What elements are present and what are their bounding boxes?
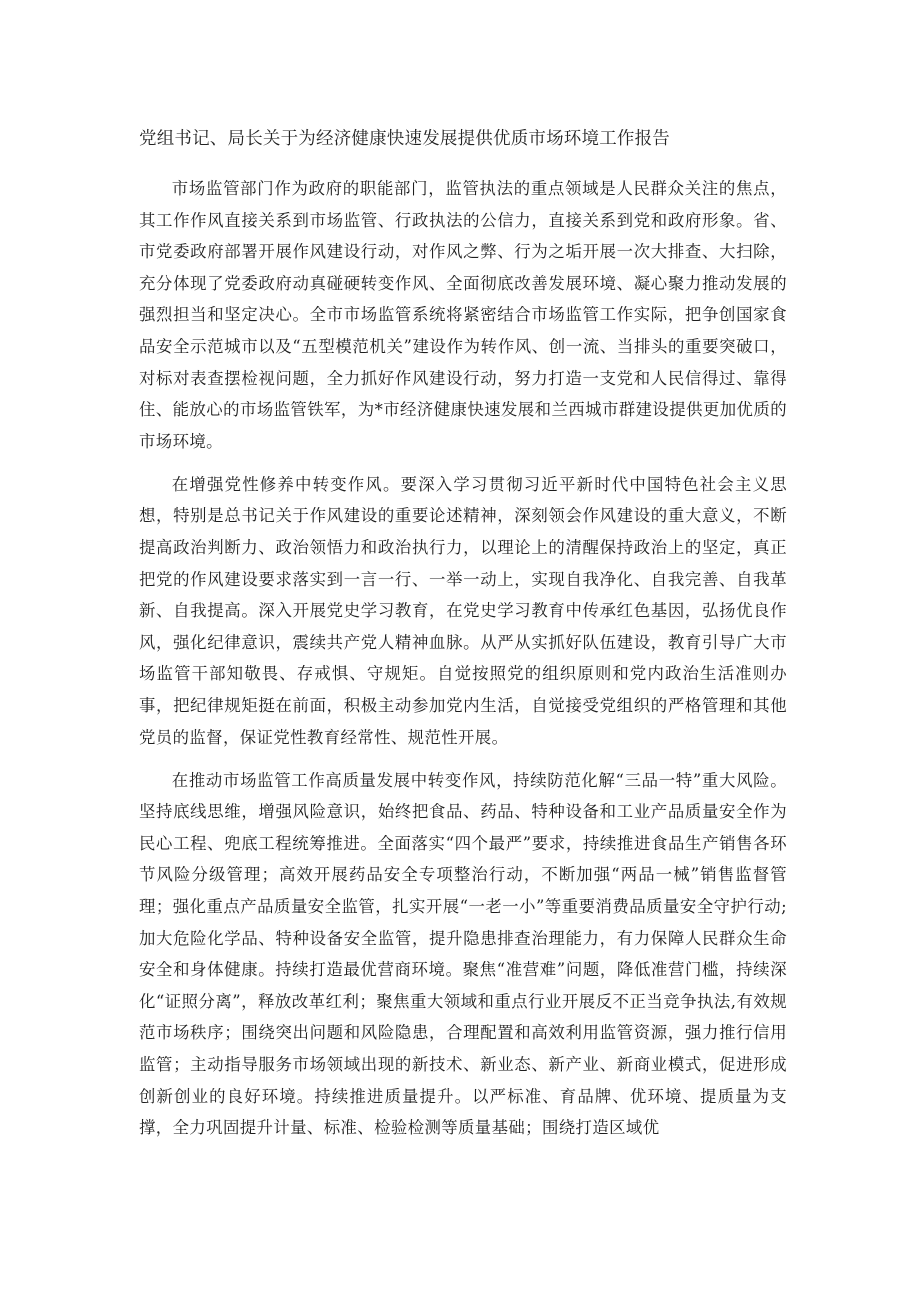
document-body <box>139 173 787 1155</box>
paragraph-2: 在增强党性修养中转变作风。要深入学习贯彻习近平新时代中国特色社会主义思想，特别是总书记关于作风建设的重要论述精神，深刻领会作风建设的重大意义，不断提高政治判断力、政治领悟力和政治执行力，以理论上的清醒保持政治上的坚定，真正把党的作风建设要求落实到一言一行、一举一动上，实现自我净化、自我完善、自我革新、自我提高。深入开展党史学习教育，在党史学习教育中传承红色基因，弘扬优良作风，强化纪律意识，震续共产党人精神血脉。从严从实抓好队伍建设，教育引导广大市场监管干部知敬畏、存戒惧、守规矩。自觉按照党的组织原则和党内政治生活准则办事，把纪律规矩挺在前面，积极主动参加党内生活，自觉接受党组织的严格管理和其他党员的监督，保证党性教育经常性、规范性开展。 <box>139 474 787 747</box>
paragraph-3: 在推动市场监管工作高质量发展中转变作风，持续防范化解“三品一特”重大风险。坚持底线思维，增强风险意识，始终把食品、药品、特种设备和工业产品质量安全作为民心工程、兜底工程统筹推进。全面落实“四个最严”要求，持续推进食品生产销售各环节风险分级管理；高效开展药品安全专项整治行动，不断加强“两品一械”销售监督管理；强化重点产品质量安全监管，扎实开展“一老一小”等重要消费品质量安全守护行动;加大危险化学品、特种设备安全监管，提升隐患排查治理能力，有力保障人民群众生命安全和身体健康。持续打造最优营商环境。聚焦“准营难”问题，降低准营门槛，持续深化“证照分离”，释放改革红利；聚焦重大领域和重点行业开展反不正当竞争执法,有效规范市场秩序；围绕突出问题和风险隐患，合理配置和高效利用监管资源，强力推行信用监管；主动指导服务市场领域出现的新技术、新业态、新产业、新商业模式，促进形成创新创业的良好环境。持续推进质量提升。以严标准、育品牌、优环境、提质量为支撑，全力巩固提升计量、标准、检验检测等质量基础；围绕打造区域优 <box>139 770 787 1138</box>
paragraph-1: 市场监管部门作为政府的职能部门，监管执法的重点领域是人民群众关注的焦点，其工作作风直接关系到市场监管、行政执法的公信力，直接关系到党和政府形象。省、市党委政府部署开展作风建设行动，对作风之弊、行为之垢开展一次大排查、大扫除，充分体现了党委政府动真碰硬转变作风、全面彻底改善发展环境、凝心聚力推动发展的强烈担当和坚定决心。全市市场监管系统将紧密结合市场监管工作实际，把争创国家食品安全示范城市以及“五型模范机关”建设作为转作风、创一流、当排头的重要突破口，对标对表查摆检视问题，全力抓好作风建设行动，努力打造一支党和人民信得过、靠得住、能放心的市场监管铁军，为*市经济健康快速发展和兰西城市群建设提供更加优质的市场环境。 <box>139 179 787 451</box>
document-title: 党组书记、局长关于为经济健康快速发展提供优质市场环境工作报告 <box>139 129 670 149</box>
